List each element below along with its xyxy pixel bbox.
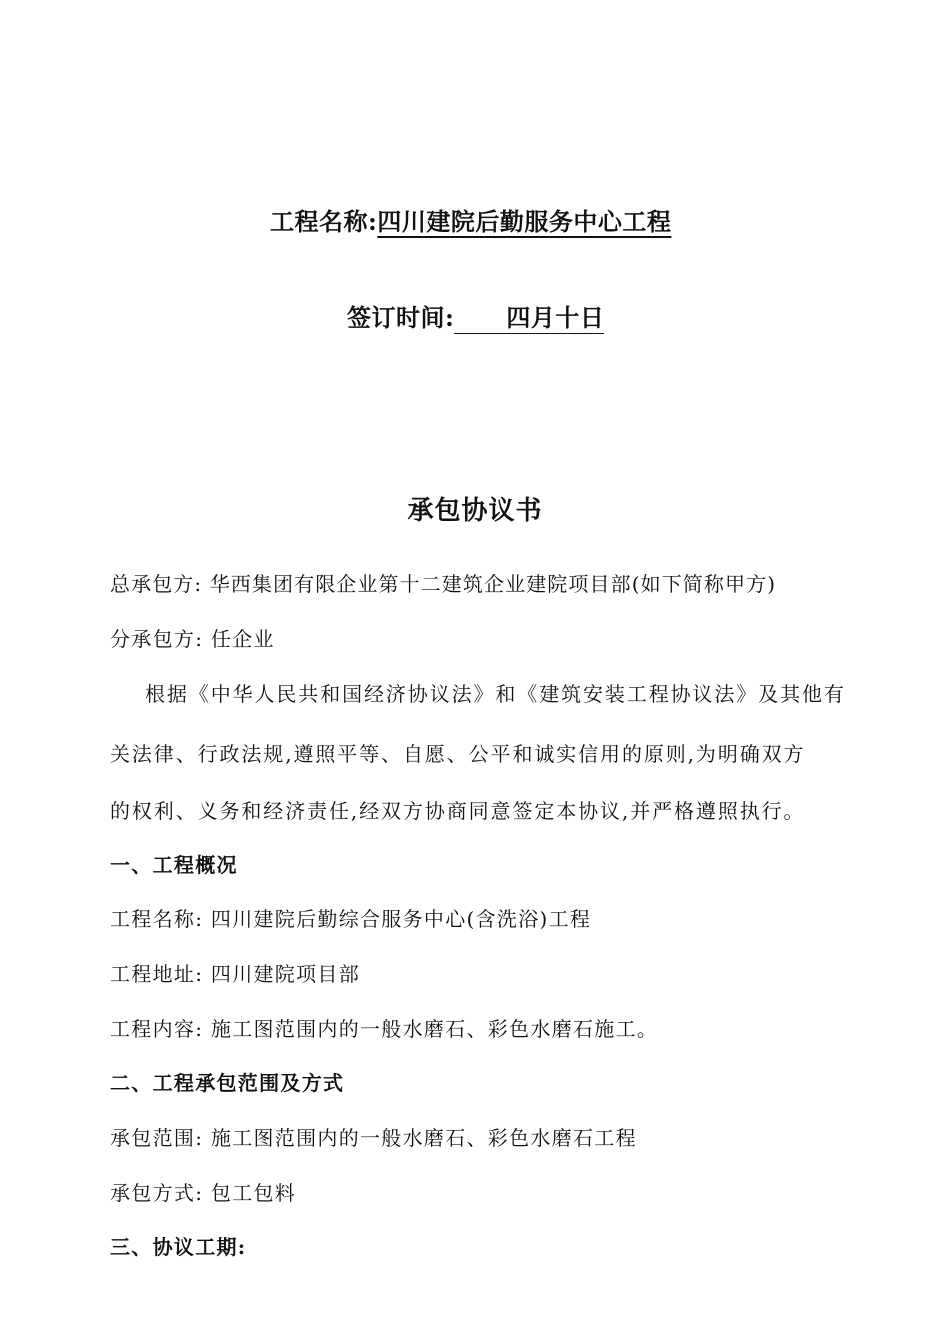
contract-scope-line: 承包范围: 施工图范围内的一般水磨石、彩色水磨石工程: [110, 1126, 637, 1150]
document-title: 承包协议书: [407, 496, 543, 526]
section-2-heading: 二、工程承包范围及方式: [110, 1071, 345, 1095]
section-3-heading: 三、协议工期:: [110, 1235, 247, 1259]
general-contractor-line: 总承包方: 华西集团有限企业第十二建筑企业建院项目部(如下简称甲方): [110, 572, 777, 596]
cover-date-label: 签订时间:: [347, 303, 455, 332]
preamble-line-1: 根据《中华人民共和国经济协议法》和《建筑安装工程协议法》及其他有: [145, 682, 846, 706]
cover-project-label: 工程名称:: [270, 207, 378, 236]
contract-method-line: 承包方式: 包工包料: [110, 1181, 297, 1205]
subcontractor-line: 分承包方: 任企业: [110, 627, 275, 651]
project-content-line: 工程内容: 施工图范围内的一般水磨石、彩色水磨石施工。: [110, 1017, 659, 1041]
cover-date-value: 四月十日: [454, 303, 604, 334]
section-1-heading: 一、工程概况: [110, 853, 238, 877]
cover-project-line: [270, 202, 671, 237]
cover-date-line: [347, 298, 604, 334]
cover-project-value: 四川建院后勤服务中心工程: [377, 207, 672, 236]
preamble-line-3: 的权利、义务和经济责任,经双方协商同意签定本协议,并严格遵照执行。: [110, 799, 806, 823]
preamble-line-2: 关法律、行政法规,遵照平等、自愿、公平和诚实信用的原则,为明确双方: [110, 742, 806, 766]
project-name-line: 工程名称: 四川建院后勤综合服务中心(含洗浴)工程: [110, 907, 592, 931]
project-address-line: 工程地址: 四川建院项目部: [110, 962, 360, 986]
